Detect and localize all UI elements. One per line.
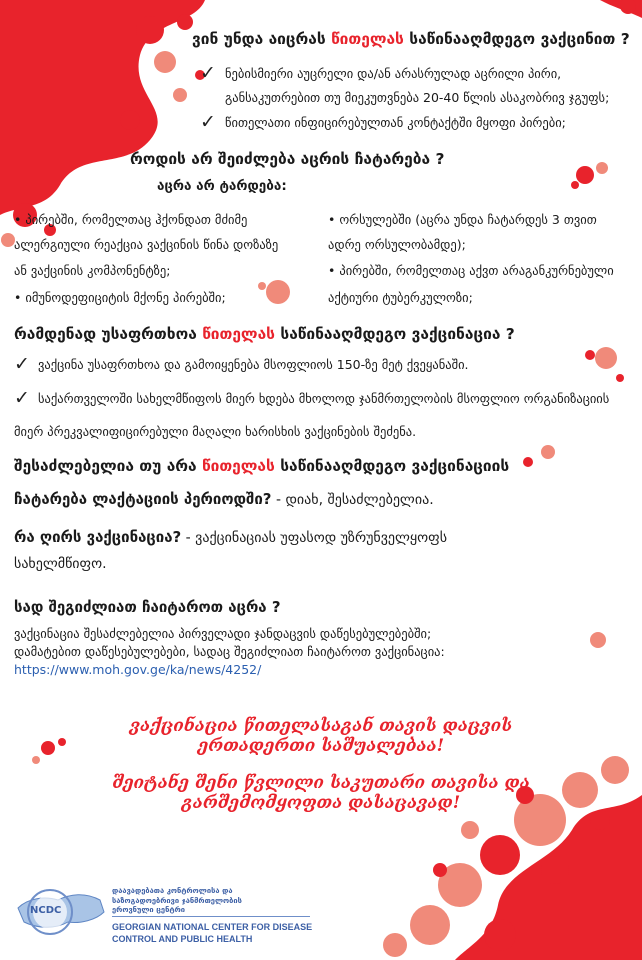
q5-answer-cont: სახელმწიფო. [14, 556, 107, 572]
logo-divider [112, 916, 310, 917]
q3-title-highlight: წითელას [202, 325, 275, 343]
ncdc-geo-line: საზოგადოებრივი ჯანმრთელობის [112, 895, 242, 905]
slogan-line-2: ერთადერთი საშუალებაა! [197, 736, 445, 756]
q5-line-1 [14, 528, 447, 546]
q2-right-3: • პირებში, რომელთაც აქვთ არაგანკურნებული [328, 263, 614, 278]
q2-right-2: ადრე ორსულობამდე); [328, 237, 466, 252]
moh-news-link[interactable]: https://www.moh.gov.ge/ka/news/4252/ [14, 662, 262, 677]
q3-bullet-2-cont: მიერ პრეკვალიფიცირებული მაღალი ხარისხის ვაქცინების შეძენა. [14, 424, 417, 439]
ncdc-en-line: GEORGIAN NATIONAL CENTER FOR DISEASE [112, 922, 313, 932]
q1-title-highlight: წითელას [331, 30, 404, 48]
slogan-line-4: გარშემომყოფთა დასაცავად! [181, 793, 461, 813]
ncdc-logo [10, 878, 108, 944]
q4-title [14, 457, 509, 475]
q2-subtitle: აცრა არ ტარდება: [157, 178, 287, 194]
q3-bullet-1: ვაქცინა უსაფრთხოა და გამოიყენება მსოფლიოს 150-ზე მეტ ქვეყანაში. [38, 357, 469, 372]
q2-right-4: აქტიური ტუბერკულოზი; [328, 290, 473, 305]
q4-line-2 [14, 490, 434, 508]
q1-bullet-1-cont: განსაკუთრებით თუ მიეკუთვნება 20-40 წლის ასაკობრივ ჯგუფს; [225, 90, 610, 105]
q1-title-part: საწინააღმდეგო ვაქცინით ? [403, 30, 630, 48]
q3-title-part: საწინააღმდეგო ვაქცინაცია ? [274, 325, 515, 343]
q2-left-3: ან ვაქცინის კომპონენტზე; [14, 263, 171, 278]
q2-title: როდის არ შეიძლება აცრის ჩატარება ? [130, 150, 445, 168]
q3-title-part: რამდენად უსაფრთხოა [14, 325, 203, 343]
q2-left-1: • პირებში, რომელთაც ჰქონდათ მძიმე [14, 212, 248, 227]
q6-line-1: ვაქცინაცია შესაძლებელია პირველადი ჯანდაცვის დაწესებულებებში; [14, 626, 432, 641]
q4-answer: - დიახ, შესაძლებელია. [271, 492, 434, 508]
ncdc-en-line: CONTROL AND PUBLIC HEALTH [112, 934, 253, 944]
q3-bullet-2: საქართველოში სახელმწიფოს მიერ ხდება მხოლოდ ჯანმრთელობის მსოფლიო ორგანიზაციის [38, 391, 610, 406]
q6-line-2: დამატებით დაწესებულებები, სადაც შეგიძლიათ ჩაიტაროთ ვაქცინაცია: [14, 644, 445, 659]
q5-answer: - ვაქცინაციას უფასოდ უზრუნველყოფს [181, 530, 448, 546]
check-icon: ✓ [200, 62, 216, 84]
check-icon: ✓ [14, 353, 30, 375]
q4-title-highlight: წითელას [202, 457, 275, 475]
ncdc-geo-line: ეროვნული ცენტრი [112, 905, 186, 914]
q3-title [14, 325, 515, 343]
q4-title-part: საწინააღმდეგო ვაქცინაციის [274, 457, 510, 475]
q4-title-cont: ჩატარება ლაქტაციის პერიოდში? [14, 490, 272, 508]
ncdc-georgian-name [112, 886, 242, 915]
ncdc-badge-text: NCDC [30, 905, 62, 916]
q6-title: სად შეგიძლიათ ჩაიტაროთ აცრა ? [14, 598, 281, 616]
q2-right-1: • ორსულებში (აცრა უნდა ჩატარდეს 3 თვით [328, 212, 597, 227]
q2-left-2: ალერგიული რეაქცია ვაქცინის წინა დოზაზე [14, 237, 279, 252]
q1-title-part: ვინ უნდა აიცრას [192, 30, 332, 48]
ncdc-geo-line: დაავადებათა კონტროლისა და [112, 886, 233, 895]
q5-title: რა ღირს ვაქცინაცია? [14, 528, 182, 546]
q2-left-4: • იმუნოდეფიციტის მქონე პირებში; [14, 290, 226, 305]
slogan-line-3: შეიტანე შენი წვლილი საკუთარი თავისა და [112, 773, 530, 793]
q1-title [192, 30, 630, 48]
q1-bullet-2: წითელათი ინფიცირებულთან კონტაქტში მყოფი პირები; [225, 115, 566, 130]
check-icon: ✓ [14, 387, 30, 409]
check-icon: ✓ [200, 111, 216, 133]
ncdc-english-name [112, 921, 312, 945]
q1-bullet-1: ნებისმიერი აუცრელი და/ან არასრულად აცრილი პირი, [225, 66, 562, 81]
slogan-line-1: ვაქცინაცია წითელასაგან თავის დაცვის [129, 716, 513, 736]
q4-title-part: შესაძლებელია თუ არა [14, 457, 203, 475]
